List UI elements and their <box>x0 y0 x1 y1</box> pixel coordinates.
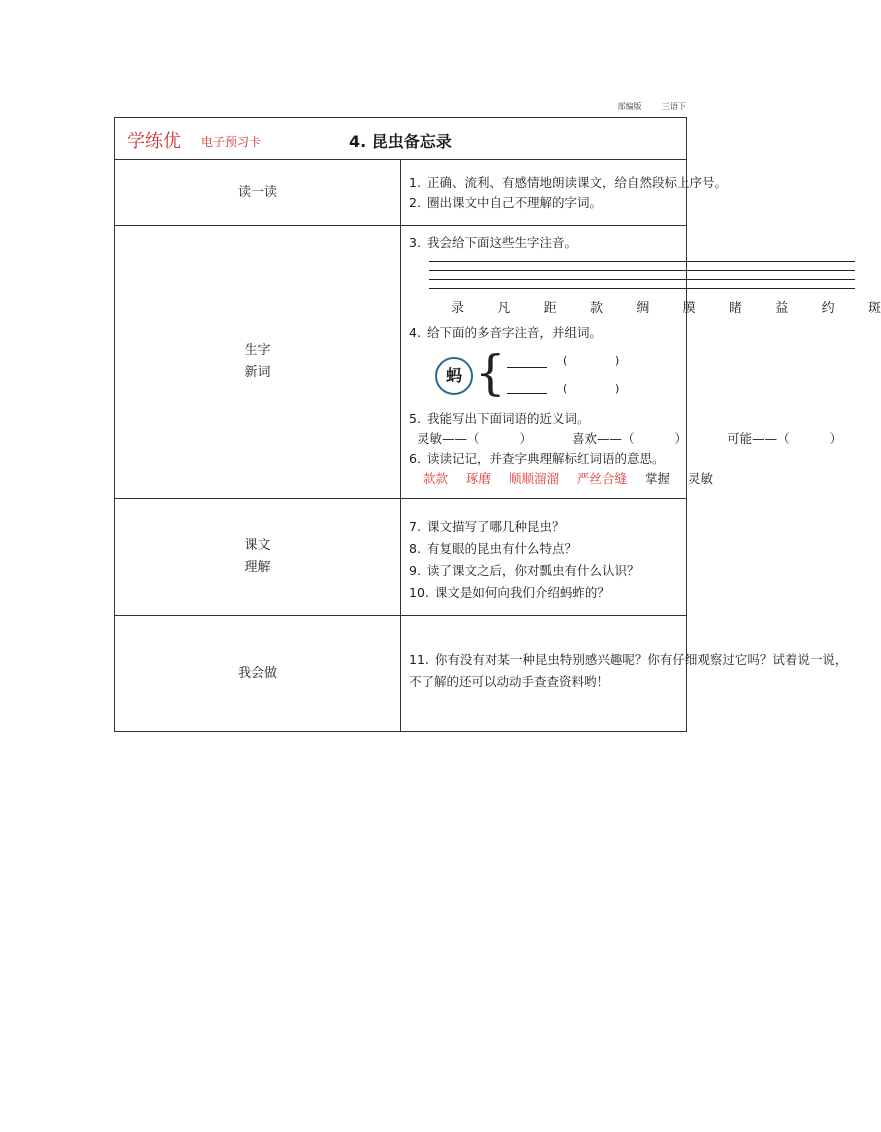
paren-close: ) <box>615 354 620 367</box>
grade-label: 三语下 <box>662 102 686 111</box>
vocab-word: 掌握 <box>645 471 671 486</box>
polyphone-character: 蚂 <box>435 357 473 395</box>
paren-open: ( <box>563 354 568 367</box>
understand-section-label: 课文 理解 <box>115 499 401 616</box>
vocab-word: 灵敏 <box>688 471 714 486</box>
synonym-item[interactable]: 可能——（ ） <box>727 431 843 446</box>
read-section-label: 读一读 <box>115 160 401 226</box>
pinyin-blank-2[interactable] <box>507 379 547 394</box>
character: 约 <box>821 301 835 316</box>
paren-open: ( <box>563 382 568 395</box>
do-section-content <box>401 616 848 732</box>
pinyin-writing-lines[interactable] <box>429 261 855 289</box>
polyphone-exercise <box>409 345 678 405</box>
character: 录 <box>451 301 465 316</box>
new-character-list <box>409 299 881 319</box>
vocab-word-highlighted: 顺顺溜溜 <box>509 471 560 486</box>
question-3: 3. 我会给下面这些生字注音。 <box>409 235 577 250</box>
question-6: 6. 读读记记，并查字典理解标红词语的意思。 <box>409 451 665 466</box>
vocab-word-highlighted: 琢磨 <box>466 471 492 486</box>
question-5: 5. 我能写出下面词语的近义词。 <box>409 411 590 426</box>
brand-name: 学练优 <box>127 131 181 152</box>
character: 绸 <box>636 301 650 316</box>
page-header <box>599 101 686 112</box>
brand-subtitle: 电子预习卡 <box>201 135 262 149</box>
lesson-title: 4. 昆虫备忘录 <box>349 132 452 151</box>
question-10: 10. 课文是如何向我们介绍蚂蚱的？ <box>409 585 610 600</box>
character: 益 <box>775 301 789 316</box>
question-9: 9. 读了课文之后，你对瓢虫有什么认识？ <box>409 563 640 578</box>
character: 膜 <box>682 301 696 316</box>
edition-label: 部编版 <box>617 102 642 111</box>
synonym-list <box>417 429 843 449</box>
character: 款 <box>589 301 603 316</box>
character: 斑 <box>867 301 881 316</box>
pinyin-blank-1[interactable] <box>507 353 547 368</box>
new-words-section-content <box>401 226 881 499</box>
question-4: 4. 给下面的多音字注音，并组词。 <box>409 325 602 340</box>
question-8: 8. 有复眼的昆虫有什么特点？ <box>409 541 577 556</box>
vocab-word-highlighted: 款款 <box>423 471 449 486</box>
synonym-item[interactable]: 喜欢——（ ） <box>572 431 688 446</box>
character: 距 <box>543 301 557 316</box>
title-row <box>115 118 687 160</box>
understand-section-content <box>401 499 687 616</box>
vocab-word-highlighted: 严丝合缝 <box>577 471 628 486</box>
question-11: 11. 你有没有对某一种昆虫特别感兴趣呢？你有仔细观察过它吗？试着说一说， <box>409 651 848 667</box>
do-section-label: 我会做 <box>115 616 401 732</box>
synonym-item[interactable]: 灵敏——（ ） <box>417 431 533 446</box>
question-7: 7. 课文描写了哪几种昆虫？ <box>409 519 565 534</box>
question-11-cont: 不了解的还可以动动手查查资料哟！ <box>409 673 610 689</box>
character: 凡 <box>497 301 511 316</box>
brace-icon: { <box>475 345 506 401</box>
character: 睹 <box>728 301 742 316</box>
vocabulary-list <box>423 469 714 489</box>
preview-card <box>114 117 881 732</box>
read-item-1: 1. 正确、流利、有感情地朗读课文，给自然段标上序号。 <box>409 174 727 190</box>
read-item-2: 2. 圈出课文中自己不理解的字词。 <box>409 194 602 210</box>
read-section-content <box>401 160 727 226</box>
new-words-section-label: 生字 新词 <box>115 226 401 499</box>
paren-close: ) <box>615 382 620 395</box>
